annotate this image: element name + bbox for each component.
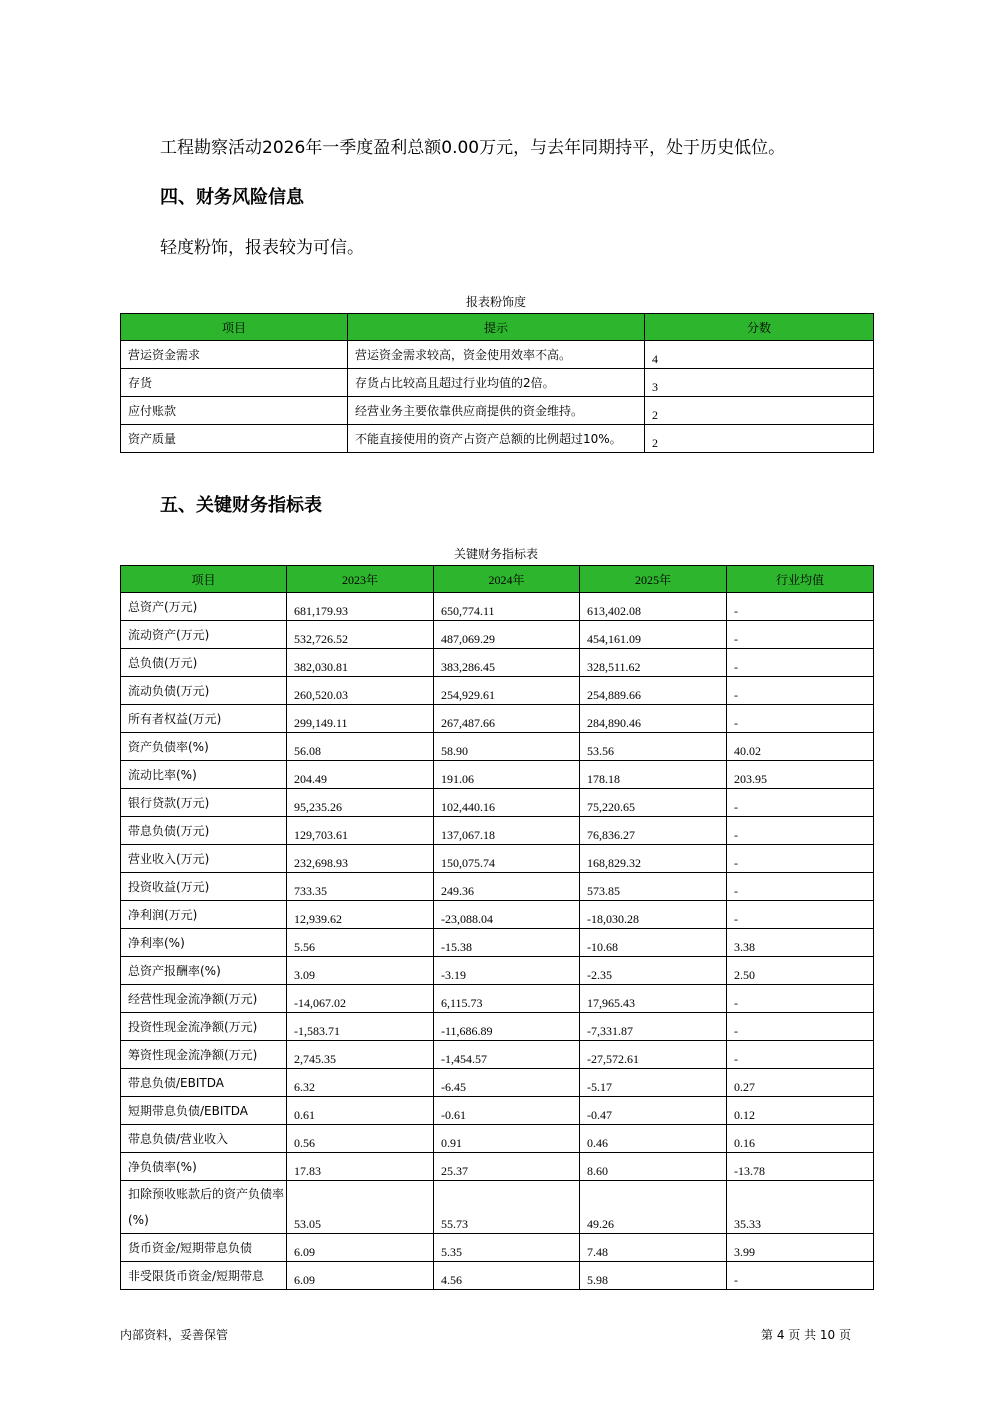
value-cell: 249.36 — [434, 873, 580, 901]
value-cell: 382,030.81 — [287, 649, 434, 677]
value-cell: 2 — [645, 397, 874, 425]
value-cell: -15.38 — [434, 929, 580, 957]
row-label-cell: 投资收益(万元) — [121, 873, 287, 901]
value-cell: 不能直接使用的资产占资产总额的比例超过10%。 — [348, 425, 645, 453]
value-cell: 55.73 — [434, 1181, 580, 1234]
table-row — [121, 733, 874, 761]
row-label-cell: 资产质量 — [121, 425, 348, 453]
value-cell: 102,440.16 — [434, 789, 580, 817]
value-cell: 95,235.26 — [287, 789, 434, 817]
value-cell: 0.61 — [287, 1097, 434, 1125]
value-cell: - — [727, 1013, 874, 1041]
value-cell: 存货占比较高且超过行业均值的2倍。 — [348, 369, 645, 397]
value-cell: -10.68 — [580, 929, 727, 957]
value-cell: 53.05 — [287, 1181, 434, 1234]
value-cell: 25.37 — [434, 1153, 580, 1181]
row-label-cell: 净负债率(%) — [121, 1153, 287, 1181]
value-cell: - — [727, 621, 874, 649]
column-header-hint: 提示 — [348, 314, 645, 341]
value-cell: 0.27 — [727, 1069, 874, 1097]
value-cell: -1,454.57 — [434, 1041, 580, 1069]
value-cell: - — [727, 1041, 874, 1069]
row-label-cell: 总资产报酬率(%) — [121, 957, 287, 985]
value-cell: 178.18 — [580, 761, 727, 789]
row-label-cell: 投资性现金流净额(万元) — [121, 1013, 287, 1041]
value-cell: 204.49 — [287, 761, 434, 789]
risk-table-caption: 报表粉饰度 — [465, 295, 526, 309]
table-row — [121, 1013, 874, 1041]
row-label-cell: 经营性现金流净额(万元) — [121, 985, 287, 1013]
footer-page-number: 第 4 页 共 10 页 — [761, 1328, 851, 1342]
value-cell: 168,829.32 — [580, 845, 727, 873]
row-label-cell: 营业收入(万元) — [121, 845, 287, 873]
value-cell: 129,703.61 — [287, 817, 434, 845]
section-heading-financial-risk: 四、财务风险信息 — [160, 187, 304, 208]
value-cell: 49.26 — [580, 1181, 727, 1234]
table-row — [121, 677, 874, 705]
section-heading-key-indicators: 五、关键财务指标表 — [160, 495, 322, 516]
value-cell: -14,067.02 — [287, 985, 434, 1013]
value-cell: -6.45 — [434, 1069, 580, 1097]
table-row — [121, 1181, 874, 1234]
kfi-table-caption: 关键财务指标表 — [453, 547, 538, 561]
column-header-item: 项目 — [121, 314, 348, 341]
value-cell: -7,331.87 — [580, 1013, 727, 1041]
value-cell: 3.09 — [287, 957, 434, 985]
table-header-row — [121, 314, 874, 341]
table-row — [121, 845, 874, 873]
value-cell: 营运资金需求较高，资金使用效率不高。 — [348, 341, 645, 369]
value-cell: 17.83 — [287, 1153, 434, 1181]
value-cell: -23,088.04 — [434, 901, 580, 929]
value-cell: 0.56 — [287, 1125, 434, 1153]
table-header-row — [121, 566, 874, 593]
row-label-cell: 筹资性现金流净额(万元) — [121, 1041, 287, 1069]
value-cell: 6.32 — [287, 1069, 434, 1097]
value-cell: 经营业务主要依靠供应商提供的资金维持。 — [348, 397, 645, 425]
value-cell: 260,520.03 — [287, 677, 434, 705]
row-label-cell: 资产负债率(%) — [121, 733, 287, 761]
value-cell: 6,115.73 — [434, 985, 580, 1013]
table-row — [121, 397, 874, 425]
table-row — [121, 901, 874, 929]
table-row — [121, 1041, 874, 1069]
row-label-cell: 净利润(万元) — [121, 901, 287, 929]
table-row — [121, 817, 874, 845]
row-label-cell: 带息负债/EBITDA — [121, 1069, 287, 1097]
value-cell: 137,067.18 — [434, 817, 580, 845]
table-row — [121, 1069, 874, 1097]
value-cell: 2 — [645, 425, 874, 453]
value-cell: 5.56 — [287, 929, 434, 957]
table-row — [121, 649, 874, 677]
table-row — [121, 1234, 874, 1262]
value-cell: 8.60 — [580, 1153, 727, 1181]
value-cell: 232,698.93 — [287, 845, 434, 873]
value-cell: 203.95 — [727, 761, 874, 789]
row-label-cell: 所有者权益(万元) — [121, 705, 287, 733]
value-cell: -2.35 — [580, 957, 727, 985]
risk-summary: 轻度粉饰，报表较为可信。 — [160, 238, 364, 258]
value-cell: 3.99 — [727, 1234, 874, 1262]
value-cell: 532,726.52 — [287, 621, 434, 649]
value-cell: - — [727, 901, 874, 929]
row-label-cell: 流动比率(%) — [121, 761, 287, 789]
value-cell: 0.91 — [434, 1125, 580, 1153]
column-header-2025: 2025年 — [580, 566, 727, 593]
key-financial-indicators-table — [120, 565, 874, 1290]
table-row — [121, 1262, 874, 1290]
value-cell: 56.08 — [287, 733, 434, 761]
table-row — [121, 789, 874, 817]
value-cell: 284,890.46 — [580, 705, 727, 733]
value-cell: 681,179.93 — [287, 593, 434, 621]
footer-confidential-note: 内部资料，妥善保管 — [120, 1328, 229, 1342]
row-label-cell: 银行贷款(万元) — [121, 789, 287, 817]
column-header-2023: 2023年 — [287, 566, 434, 593]
table-row — [121, 985, 874, 1013]
value-cell: 733.35 — [287, 873, 434, 901]
value-cell: 254,929.61 — [434, 677, 580, 705]
column-header-item: 项目 — [121, 566, 287, 593]
value-cell: -3.19 — [434, 957, 580, 985]
table-row — [121, 425, 874, 453]
row-label-cell: 存货 — [121, 369, 348, 397]
value-cell: - — [727, 845, 874, 873]
table-row — [121, 761, 874, 789]
column-header-2024: 2024年 — [434, 566, 580, 593]
row-label-cell: 总资产(万元) — [121, 593, 287, 621]
value-cell: 454,161.09 — [580, 621, 727, 649]
value-cell: 76,836.27 — [580, 817, 727, 845]
table-row — [121, 873, 874, 901]
row-label-cell: 短期带息负债/EBITDA — [121, 1097, 287, 1125]
value-cell: 5.35 — [434, 1234, 580, 1262]
value-cell: 267,487.66 — [434, 705, 580, 733]
value-cell: 5.98 — [580, 1262, 727, 1290]
value-cell: 4 — [645, 341, 874, 369]
table-row — [121, 1153, 874, 1181]
row-label-cell: 营运资金需求 — [121, 341, 348, 369]
value-cell: - — [727, 985, 874, 1013]
value-cell: -13.78 — [727, 1153, 874, 1181]
table-row — [121, 929, 874, 957]
value-cell: 0.46 — [580, 1125, 727, 1153]
value-cell: - — [727, 1262, 874, 1290]
table-row — [121, 341, 874, 369]
value-cell: - — [727, 649, 874, 677]
value-cell: 17,965.43 — [580, 985, 727, 1013]
value-cell: 2,745.35 — [287, 1041, 434, 1069]
value-cell: - — [727, 677, 874, 705]
value-cell: -5.17 — [580, 1069, 727, 1097]
row-label-cell: 应付账款 — [121, 397, 348, 425]
intro-paragraph: 工程勘察活动2026年一季度盈利总额0.00万元，与去年同期持平，处于历史低位。 — [160, 138, 786, 158]
row-label-cell: 净利率(%) — [121, 929, 287, 957]
row-label-cell: 流动负债(万元) — [121, 677, 287, 705]
value-cell: 53.56 — [580, 733, 727, 761]
value-cell: -27,572.61 — [580, 1041, 727, 1069]
report-whitewash-table — [120, 313, 874, 453]
value-cell: -18,030.28 — [580, 901, 727, 929]
row-label-cell: 流动资产(万元) — [121, 621, 287, 649]
value-cell: 573.85 — [580, 873, 727, 901]
value-cell: 328,511.62 — [580, 649, 727, 677]
table-row — [121, 1125, 874, 1153]
value-cell: 3.38 — [727, 929, 874, 957]
table-row — [121, 593, 874, 621]
value-cell: 191.06 — [434, 761, 580, 789]
value-cell: - — [727, 593, 874, 621]
value-cell: -0.61 — [434, 1097, 580, 1125]
value-cell: - — [727, 789, 874, 817]
value-cell: 383,286.45 — [434, 649, 580, 677]
value-cell: -1,583.71 — [287, 1013, 434, 1041]
value-cell: - — [727, 873, 874, 901]
row-label-cell: 带息负债(万元) — [121, 817, 287, 845]
row-label-cell: 总负债(万元) — [121, 649, 287, 677]
value-cell: 150,075.74 — [434, 845, 580, 873]
value-cell: 12,939.62 — [287, 901, 434, 929]
value-cell: -0.47 — [580, 1097, 727, 1125]
table-row — [121, 957, 874, 985]
value-cell: 35.33 — [727, 1181, 874, 1234]
value-cell: - — [727, 817, 874, 845]
table-row — [121, 1097, 874, 1125]
value-cell: -11,686.89 — [434, 1013, 580, 1041]
value-cell: 7.48 — [580, 1234, 727, 1262]
value-cell: 0.12 — [727, 1097, 874, 1125]
column-header-industry-average: 行业均值 — [727, 566, 874, 593]
value-cell: 299,149.11 — [287, 705, 434, 733]
value-cell: 6.09 — [287, 1234, 434, 1262]
value-cell: 75,220.65 — [580, 789, 727, 817]
table-row — [121, 369, 874, 397]
value-cell: 6.09 — [287, 1262, 434, 1290]
value-cell: 4.56 — [434, 1262, 580, 1290]
table-row — [121, 705, 874, 733]
value-cell: 650,774.11 — [434, 593, 580, 621]
row-label-cell: 带息负债/营业收入 — [121, 1125, 287, 1153]
value-cell: 613,402.08 — [580, 593, 727, 621]
column-header-score: 分数 — [645, 314, 874, 341]
table-row — [121, 621, 874, 649]
value-cell: 487,069.29 — [434, 621, 580, 649]
row-label-cell: 货币资金/短期带息负债 — [121, 1234, 287, 1262]
value-cell: 254,889.66 — [580, 677, 727, 705]
row-label-cell: 扣除预收账款后的资产负债率(%) — [121, 1181, 287, 1234]
row-label-cell: 非受限货币资金/短期带息 — [121, 1262, 287, 1290]
value-cell: - — [727, 705, 874, 733]
value-cell: 0.16 — [727, 1125, 874, 1153]
value-cell: 3 — [645, 369, 874, 397]
value-cell: 58.90 — [434, 733, 580, 761]
value-cell: 2.50 — [727, 957, 874, 985]
value-cell: 40.02 — [727, 733, 874, 761]
